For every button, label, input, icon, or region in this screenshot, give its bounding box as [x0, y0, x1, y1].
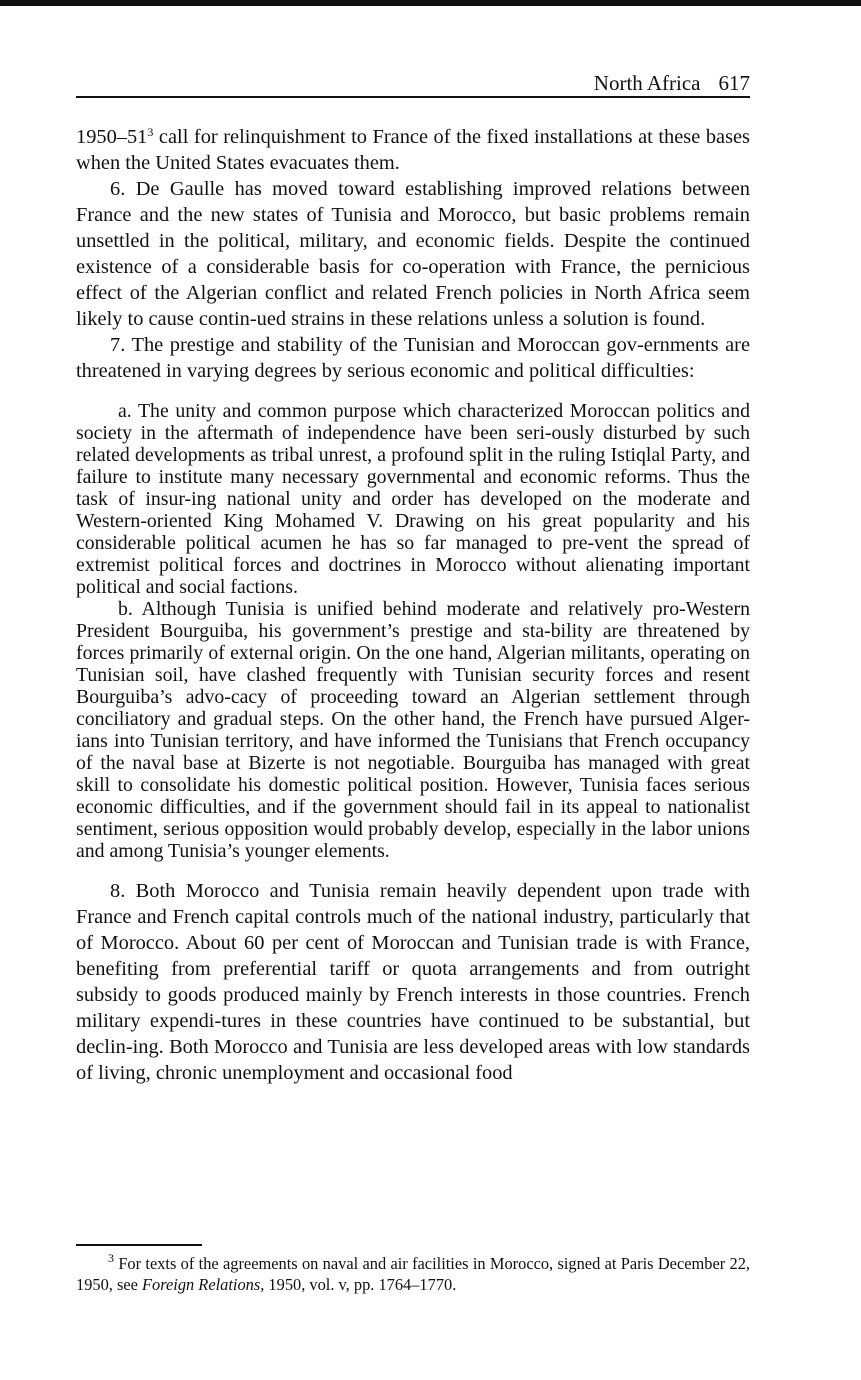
subparagraph-a: a. The unity and common purpose which characterized Moroccan politics and society in the aftermath of independence have been seri-ously disturbed by such related developments as tribal unrest, a profound split in the ruling Istiqlal Party, and failure to institute many necessary governmental and economic reforms. Thus the task of insur-ing national unity and order has developed on the moderate and Western-oriented King Mohamed V. Drawing on his great popularity and his considerable political acumen he has so far managed to pre-vent the spread of extremist political forces and doctrines in Morocco without alienating important political and social factions. — [76, 400, 750, 598]
paragraph-text: call for relinquishment to France of the fixed installations at these bases when the United States evacuates them. — [76, 126, 750, 174]
paragraph-continuation — [76, 124, 750, 176]
subparagraph-b: b. Although Tunisia is unified behind moderate and relatively pro-Western President Bourguiba, his government’s prestige and sta-bility are threatened by forces primarily of external origin. On the one hand, Algerian militants, operating on Tunisian soil, have clashed frequently with Tunisian security forces and resent Bourguiba’s advo-cacy of proceeding toward an Algerian settlement through conciliatory and gradual steps. On the other hand, the French have pursued Alger-ians into Tunisian territory, and have informed the Tunisians that French occupancy of the naval base at Bizerte is not negotiable. Bourguiba has managed with great skill to consolidate his domestic political position. However, Tunisia faces serious economic difficulties, and if the government should fail in its appeal to nationalist sentiment, serious opposition would probably develop, especially in the labor unions and among Tunisia’s younger elements. — [76, 598, 750, 862]
paragraph-lead: 1950–51 — [76, 126, 148, 148]
paragraph-7: 7. The prestige and stability of the Tunisian and Moroccan gov-ernments are threatened in varying degrees by serious economic and political difficulties: — [76, 334, 750, 382]
footnote-rule — [76, 1244, 202, 1246]
page-number: 617 — [718, 71, 750, 95]
footnote-marker: 3 — [108, 1251, 114, 1265]
footnote-reference: 3 — [147, 125, 154, 139]
paragraph-8: 8. Both Morocco and Tunisia remain heavily dependent upon trade with France and French capital controls much of the national industry, particularly that of Morocco. About 60 per cent of Moroccan and Tunisian trade is with France, benefiting from preferential tariff or quota arrangements and from outright subsidy to goods produced mainly by French interests in those countries. French military expendi-tures in these countries have continued to be substantial, but declin-ing. Both Morocco and Tunisia are less developed areas with low standards of living, chronic unemployment and occasional food — [76, 880, 750, 1084]
paragraph-6: 6. De Gaulle has moved toward establishing improved relations between France and the new states of Tunisia and Morocco, but basic problems remain unsettled in the political, military, and economic fields. Despite the continued existence of a considerable basis for co-operation with France, the pernicious effect of the Algerian conflict and related French policies in North Africa seem likely to cause contin-ued strains in these relations unless a solution is found. — [76, 178, 750, 330]
running-head-title: North Africa — [593, 71, 701, 95]
footnote-citation: 1950, vol. v, pp. 1764–1770. — [264, 1275, 457, 1294]
page-top-edge — [0, 0, 861, 6]
subparagraph-block — [76, 400, 750, 862]
main-text — [76, 124, 750, 1086]
footnote — [76, 1253, 750, 1295]
running-header — [76, 70, 750, 98]
footnote-text: For texts of the agreements on naval and air facilities in Morocco, signed at Paris December 22, 1950, see — [76, 1254, 750, 1294]
footnote-source-title: Foreign Relations, — [142, 1275, 265, 1294]
